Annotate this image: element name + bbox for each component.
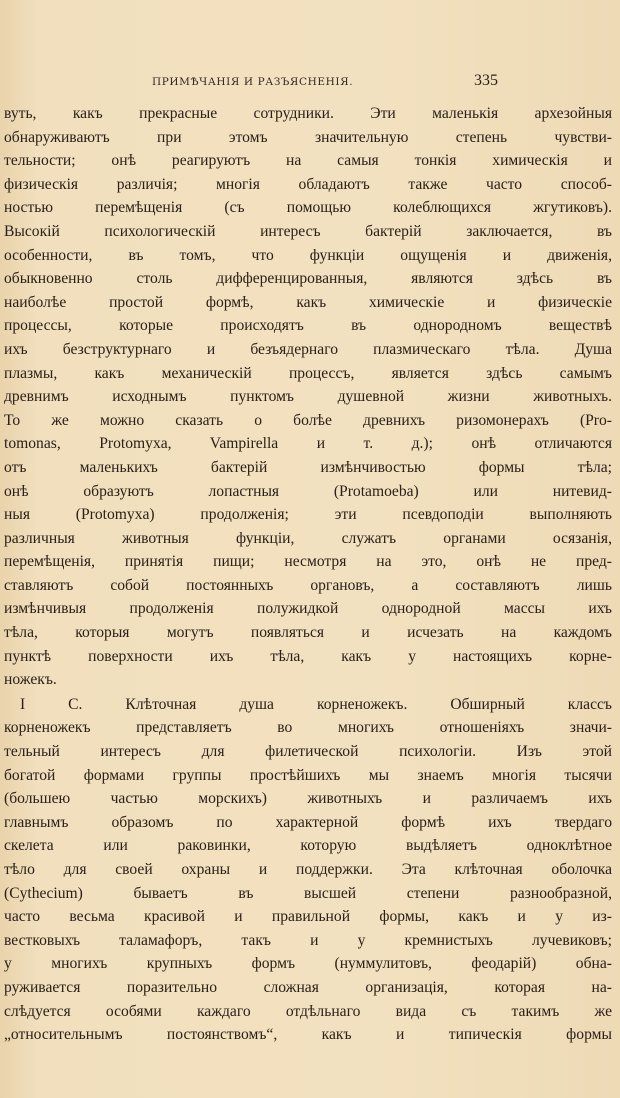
text-line: вуть, какъ прекрасные сотрудники. Эти маленькія архезойныя bbox=[4, 105, 612, 122]
text-line: тѣло для своей охраны и поддержки. Эта клѣточная оболочка bbox=[4, 861, 612, 878]
text-line: руживается поразительно сложная организація, которая на- bbox=[4, 978, 612, 996]
paragraph-2 bbox=[0, 693, 612, 1047]
text-line: слѣдуется особями каждаго отдѣльнаго вида съ такимъ же bbox=[4, 1002, 612, 1020]
text-line: различныя животныя функціи, служатъ органами осязанія, bbox=[4, 529, 612, 547]
text-line: ныя (Protomyxa) продолженія; эти псевдоподіи выполняють bbox=[4, 506, 612, 524]
text-line: тельный интересъ для филетической психологіи. Изъ этой bbox=[4, 743, 612, 761]
text-line: измѣнчивыя продолженія полужидкой однородной массы ихъ bbox=[4, 600, 612, 618]
text-line: ностью перемѣщенія (съ помощью колеблющихся жгутиковъ). bbox=[4, 199, 612, 217]
text-line: пунктѣ поверхности ихъ тѣла, какъ у настоящихъ корне- bbox=[4, 647, 612, 665]
text-line: ихъ безструктурнаго и безъядернаго плазмическаго тѣла. Душа bbox=[4, 340, 612, 358]
text-line: физическія различія; многія обладаютъ также часто способ- bbox=[4, 175, 612, 193]
text-line: плазмы, какъ механическій процессъ, является здѣсь самымъ bbox=[4, 364, 612, 382]
text-line: tomonas, Protomyxa, Vampirella и т. д.); онѣ отличаются bbox=[4, 435, 612, 453]
text-line: онѣ образуютъ лопастныя (Protamoeba) или нитевид- bbox=[4, 482, 612, 500]
text-line: главнымъ образомъ по характерной формѣ ихъ твердаго bbox=[4, 813, 612, 831]
running-head: ПРИМѢЧАНІЯ И РАЗЪЯСНЕНІЯ. bbox=[152, 76, 354, 88]
text-line: (большею частью морскихъ) животныхъ и различаемъ ихъ bbox=[4, 790, 612, 808]
text-line: обнаруживаютъ при этомъ значительную степень чувстви- bbox=[4, 128, 612, 146]
text-line: (Cythecium) бываетъ въ высшей степени разнообразной, bbox=[4, 884, 612, 902]
text-line: скелета или раковинки, которую выдѣляетъ одноклѣтное bbox=[4, 837, 612, 855]
body-text bbox=[0, 102, 612, 1047]
text-line: тѣла, которыя могутъ появляться и исчезать на каждомъ bbox=[4, 624, 612, 642]
text-line: То же можно сказать о болѣе древнихъ ризомонерахъ (Pro- bbox=[4, 411, 612, 429]
page-number: 335 bbox=[474, 72, 498, 89]
text-line: корненожекъ представляетъ во многихъ отношеніяхъ значи- bbox=[4, 719, 612, 737]
text-line: вестковыхъ таламафоръ, такъ и у кремнистыхъ лучевиковъ; bbox=[4, 931, 612, 949]
text-line: у многихъ крупныхъ формъ (нуммулитовъ, феодарій) обна- bbox=[4, 955, 612, 973]
paragraph-1 bbox=[0, 102, 612, 692]
text-line: I C. Клѣточная душа корненожекъ. Обширный классъ bbox=[20, 695, 612, 713]
text-line: наиболѣе простой формѣ, какъ химическіе и физическіе bbox=[4, 293, 612, 311]
text-line: перемѣщенія, принятія пищи; несмотря на это, онѣ не пред- bbox=[4, 553, 612, 571]
text-line: особенности, въ томъ, что функціи ощущенія и движенія, bbox=[4, 246, 612, 264]
page-header bbox=[0, 72, 620, 94]
text-line: богатой формами группы простѣйшихъ мы знаемъ многія тысячи bbox=[4, 766, 612, 784]
text-line: ставляютъ собой постоянныхъ органовъ, а составляютъ лишь bbox=[4, 576, 612, 594]
text-line: древнимъ исходнымъ пунктомъ душевной жизни животныхъ. bbox=[4, 388, 612, 406]
text-line: процессы, которые происходятъ въ однородномъ веществѣ bbox=[4, 317, 612, 335]
text-line: ножекъ. bbox=[4, 671, 57, 689]
text-line: „относительнымъ постоянствомъ“, какъ и типическія формы bbox=[4, 1026, 612, 1044]
text-line: Высокій психологическій интересъ бактерій заключается, въ bbox=[4, 222, 612, 240]
text-line: часто весьма красивой и правильной формы, какъ и у из- bbox=[4, 908, 612, 926]
text-line: тельности; онѣ реагируютъ на самыя тонкія химическія и bbox=[4, 152, 612, 170]
text-line: отъ маленькихъ бактерій измѣнчивостью формы тѣла; bbox=[4, 458, 612, 476]
text-line: обыкновенно столь дифференцированныя, являются здѣсь въ bbox=[4, 270, 612, 288]
